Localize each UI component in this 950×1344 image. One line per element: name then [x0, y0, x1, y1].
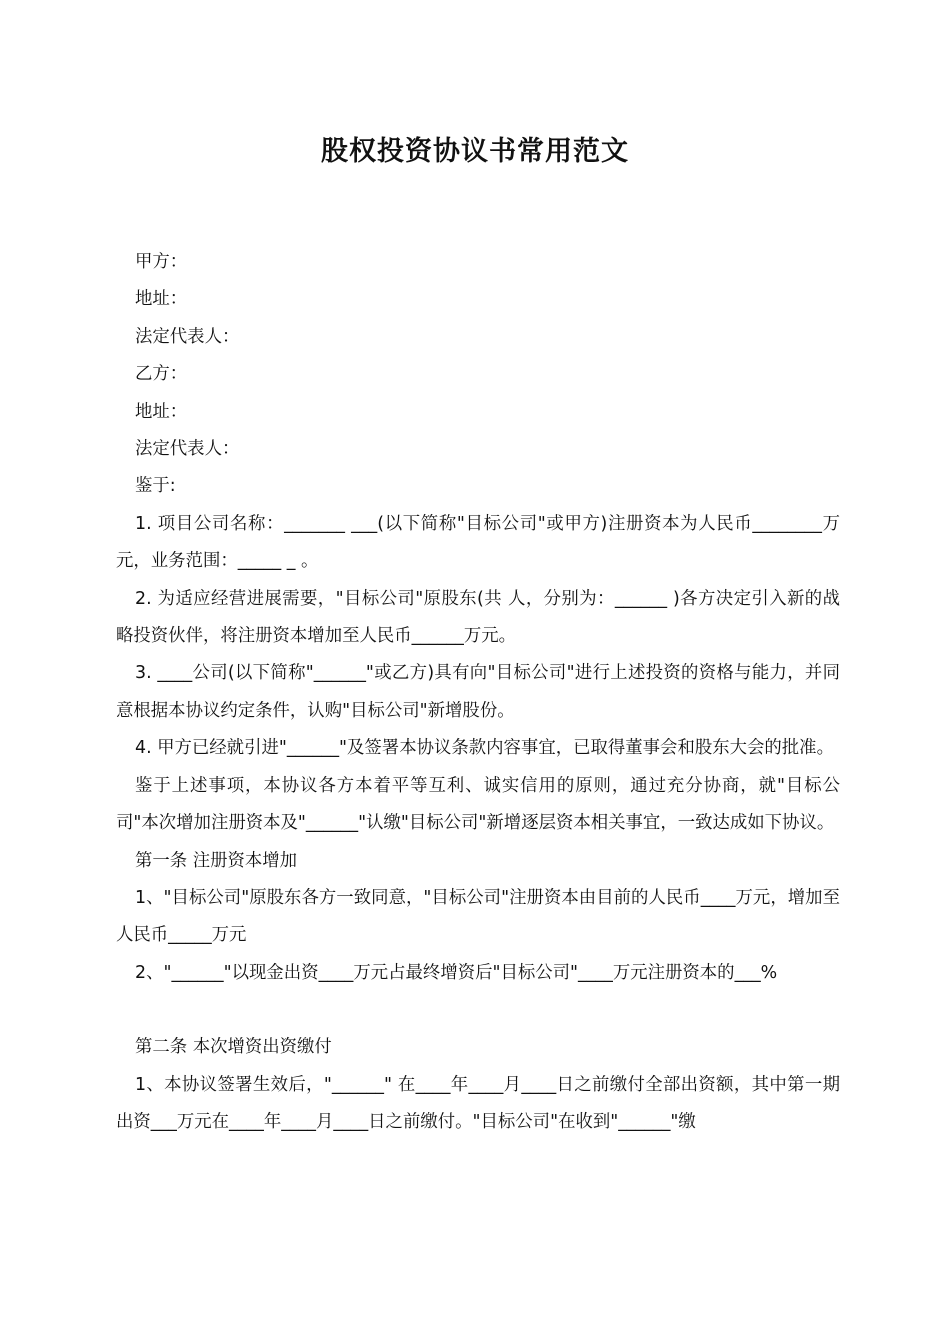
party-b-representative-line: 法定代表人： [135, 439, 240, 460]
agreement-summary-paragraph: 鉴于上述事项，本协议各方本着平等互利、诚实信用的原则，通过充分协商，就"目标公司"本次增加注册资本及"______"认缴"目标公司"新增逐层资本相关事宜，一致达成如下协议。 [116, 775, 840, 834]
recital-item-2: 2. 为适应经营进展需要，"目标公司"原股东(共 人，分别为：______ )各方决定引入新的战略投资伙伴，将注册资本增加至人民币______万元。 [116, 588, 840, 647]
recital-item-1: 1. 项目公司名称：_______ ___(以下简称"目标公司"或甲方)注册资本为人民币________万元，业务范围：_____ _ 。 [116, 513, 840, 572]
party-a-representative-line: 法定代表人： [135, 326, 240, 347]
party-a-line: 甲方： [135, 252, 188, 272]
party-b-address-line: 地址： [135, 401, 188, 422]
document-title: 股权投资协议书常用范文 [321, 136, 629, 167]
party-a-address-line: 地址： [135, 289, 188, 310]
article-2-heading: 第二条 本次增资出资缴付 [135, 1037, 332, 1058]
whereas-line: 鉴于: [135, 476, 176, 497]
document-body [116, 244, 840, 1141]
section-spacer [116, 992, 840, 1029]
article-1-clause-2: 2、"______"以现金出资____万元占最终增资后"目标公司"____万元注册资本的___% [135, 962, 778, 983]
article-1-heading: 第一条 注册资本增加 [135, 850, 298, 871]
article-1-clause-1: 1、"目标公司"原股东各方一致同意，"目标公司"注册资本由目前的人民币____万元，增加至人民币_____万元 [116, 887, 840, 946]
recital-item-4: 4. 甲方已经就引进"______"及签署本协议条款内容事宜，已取得董事会和股东大会的批准。 [135, 738, 834, 759]
recital-item-3: 3. ____公司(以下简称"______"或乙方)具有向"目标公司"进行上述投资的资格与能力，并同意根据本协议约定条件，认购"目标公司"新增股份。 [116, 663, 840, 721]
party-b-line: 乙方： [135, 364, 188, 385]
article-2-clause-1: 1、本协议签署生效后，"______" 在____年____月____日之前缴付全部出资额，其中第一期出资___万元在____年____月____日之前缴付。"目标公司"在收到"______"缴 [116, 1074, 840, 1132]
